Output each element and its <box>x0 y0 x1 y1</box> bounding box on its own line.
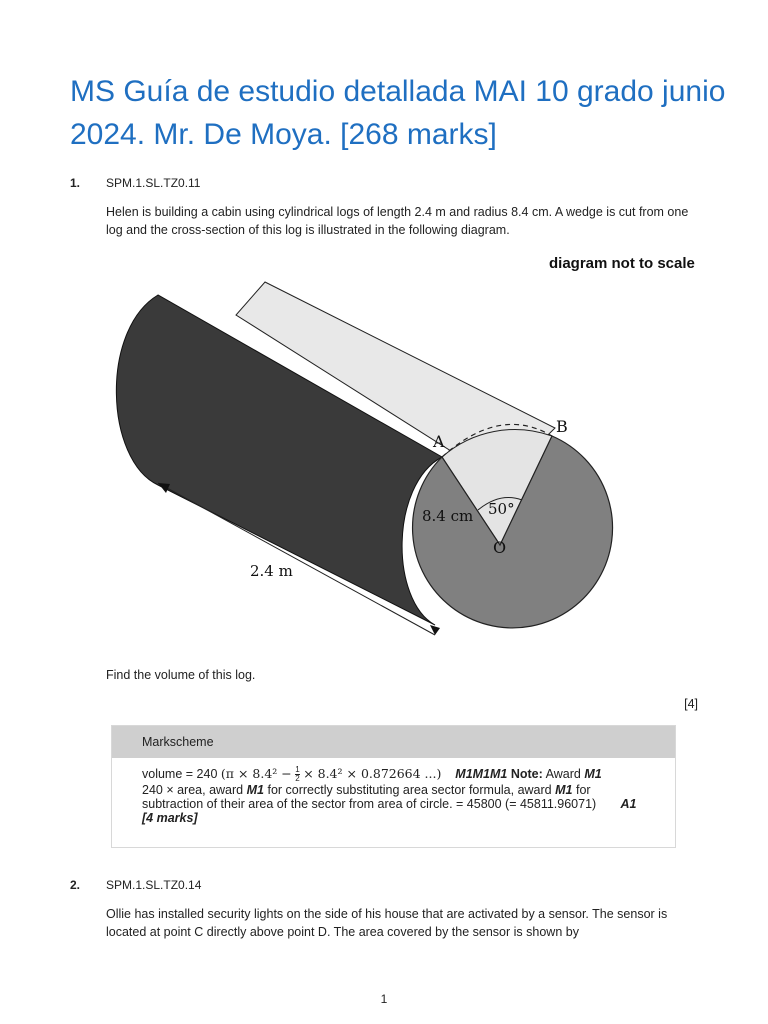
m1-mark: M1 <box>584 766 602 781</box>
formula-part1: π × 8.4² − <box>225 765 292 781</box>
markscheme-body: volume = 240 (π × 8.4² − $\frac{1}{2}$ × 8.4² × 0.872664 ...) M1M1M1 Note: Award M1 240 × area, award M1 for correctly substituting area sector formula, award M1 for subtraction of their area of the sector from area of circle. = 45800 (= 45811.96071) A1 [4 marks] <box>142 765 637 825</box>
question-1-code: SPM.1.SL.TZ0.11 <box>106 176 201 190</box>
note-label: Note: <box>510 766 543 781</box>
diagram-note: diagram not to scale <box>549 255 695 272</box>
markscheme-text2: for correctly substituting area sector formula, award <box>267 783 552 797</box>
question-1-prompt: Find the volume of this log. <box>106 668 256 682</box>
question-1-text: Helen is building a cabin using cylindrical logs of length 2.4 m and radius 8.4 cm. A wedge is cut from one log and the cross-section of this log is illustrated in the following diagram. <box>106 205 689 237</box>
markscheme-text1: 240 × area, award <box>142 783 244 797</box>
markscheme-heading: Markscheme <box>112 726 675 758</box>
question-2-text: Ollie has installed security lights on the side of his house that are activated by a sensor. The sensor is located at point C directly above point D. The area covered by the sensor is shown by <box>106 907 668 939</box>
note-award: Award <box>545 766 581 781</box>
question-1-number: 1. <box>70 176 81 190</box>
markscheme-text3: for subtraction of their area of the sector from area of circle. = 45800 (= 45811.96071) <box>142 783 597 811</box>
label-length: 2.4 m <box>250 562 293 580</box>
length-arrow-start <box>158 483 170 493</box>
m1-mark: M1 <box>246 783 264 797</box>
label-a: A <box>433 432 445 451</box>
markscheme-box <box>111 725 676 848</box>
question-1-marks: [4] <box>684 697 698 711</box>
label-b: B <box>556 417 568 436</box>
log-cross-section-diagram <box>100 270 700 655</box>
formula-prefix: volume = 240 <box>142 766 218 781</box>
formula-fraction: $\frac{1}{2}$ <box>295 765 300 783</box>
mark-code: M1M1M1 <box>455 766 508 781</box>
label-angle: 50° <box>488 500 515 518</box>
label-radius: 8.4 cm <box>422 507 474 525</box>
m1-mark: M1 <box>555 783 573 797</box>
final-mark: A1 [4 marks] <box>142 797 637 825</box>
label-o: O <box>493 538 507 557</box>
question-2-number: 2. <box>70 878 81 892</box>
page-title: MS Guía de estudio detallada MAI 10 grado junio 2024. Mr. De Moya. [268 marks] <box>70 75 726 151</box>
question-2-code: SPM.1.SL.TZ0.14 <box>106 878 202 892</box>
formula-part2: × 8.4² × 0.872664 ... <box>303 765 437 781</box>
page-number: 1 <box>380 992 388 1006</box>
